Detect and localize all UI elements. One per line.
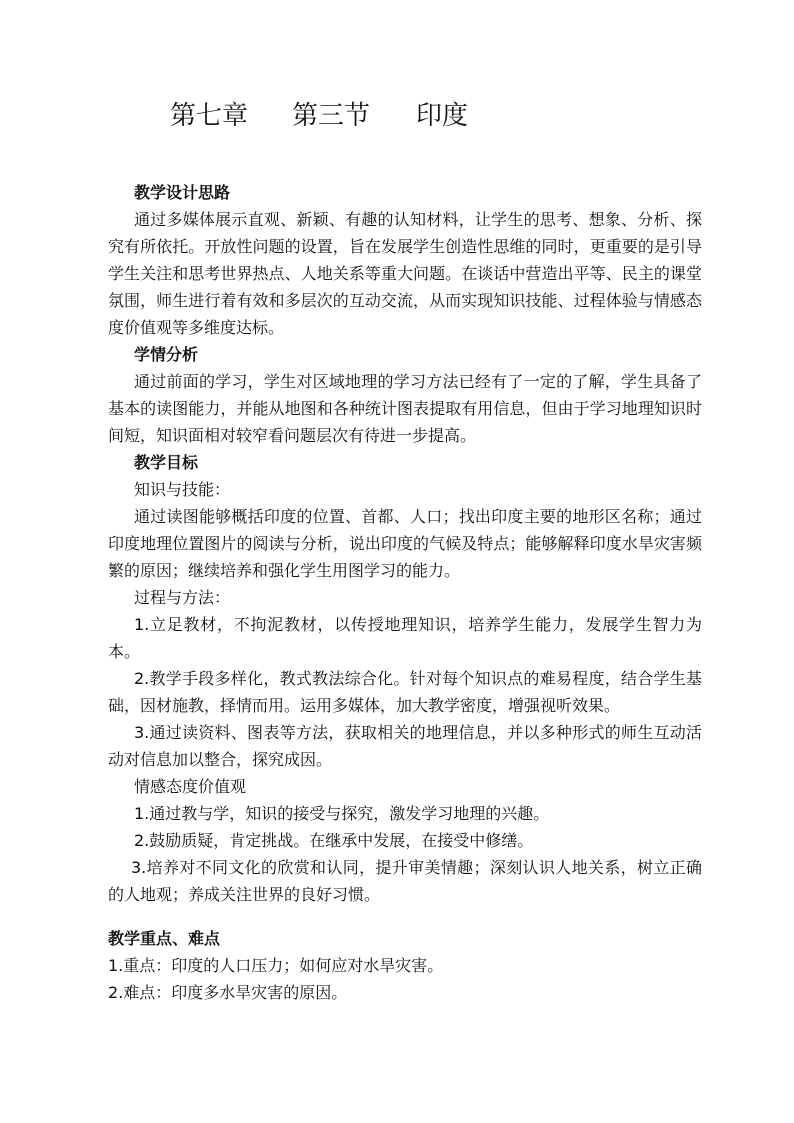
emotion-item: 3.培养对不同文化的欣赏和认同，提升审美情趣；深刻认识人地关系，树立正确的人地观；养成关注世界的良好习惯。 [108,858,702,904]
label-emotion: 情感态度价值观 [134,777,247,796]
paragraph-design: 通过多媒体展示直观、新颖、有趣的认知材料，让学生的思考、想象、分析、探究有所依托。开放性问题的设置，旨在发展学生创造性思维的同时，更重要的是引导学生关注和思考世界热点、人地关系等重大问题。在谈话中营造出平等、民主的课堂氛围，师生进行着有效和多层次的互动交流，从而实现知识技能、过程体验与情感态度价值观等多维度达标。 [108,210,702,337]
keypoint-item: 2.难点：印度多水旱灾害的原因。 [108,983,348,1002]
heading-design: 教学设计思路 [134,183,231,202]
heading-goals: 教学目标 [134,453,199,472]
keypoint-item: 1.重点：印度的人口压力；如何应对水旱灾害。 [108,956,444,975]
heading-analysis: 学情分析 [134,345,199,364]
emotion-item: 1.通过教与学，知识的接受与探究，激发学习地理的兴趣。 [134,804,550,823]
heading-keypoints: 教学重点、难点 [108,929,221,948]
title-topic: 印度 [416,101,469,131]
title-section: 第三节 [292,101,371,131]
paragraph-knowledge: 通过读图能够概括印度的位置、首都、人口；找出印度主要的地形区名称；通过印度地理位置图片的阅读与分析，说出印度的气候及特点；能够解释印度水旱灾害频繁的原因；继续培养和强化学生用图学习的能力。 [108,507,702,580]
process-item: 2.教学手段多样化，教式教法综合化。针对每个知识点的难易程度，结合学生基础，因材施教，择情而用。运用多媒体，加大教学密度，增强视听效果。 [108,669,702,715]
process-item: 3.通过读资料、图表等方法，获取相关的地理信息，并以多种形式的师生互动活动对信息加以整合，探究成因。 [108,723,702,769]
spacer [108,908,702,925]
label-knowledge: 知识与技能： [134,480,231,499]
label-process: 过程与方法： [134,588,231,607]
emotion-item: 2.鼓励质疑，肯定挑战。在继承中发展，在接受中修缮。 [134,831,534,850]
page-title [170,96,468,136]
paragraph-analysis: 通过前面的学习，学生对区域地理的学习方法已经有了一定的了解，学生具备了基本的读图能力，并能从地图和各种统计图表提取有用信息，但由于学习地理知识时间短，知识面相对较窄看问题层次有待进一步提高。 [108,372,702,445]
document-body [108,179,702,1006]
process-item: 1.立足教材，不拘泥教材，以传授地理知识，培养学生能力，发展学生智力为本。 [108,615,702,661]
title-chapter: 第七章 [170,101,249,131]
